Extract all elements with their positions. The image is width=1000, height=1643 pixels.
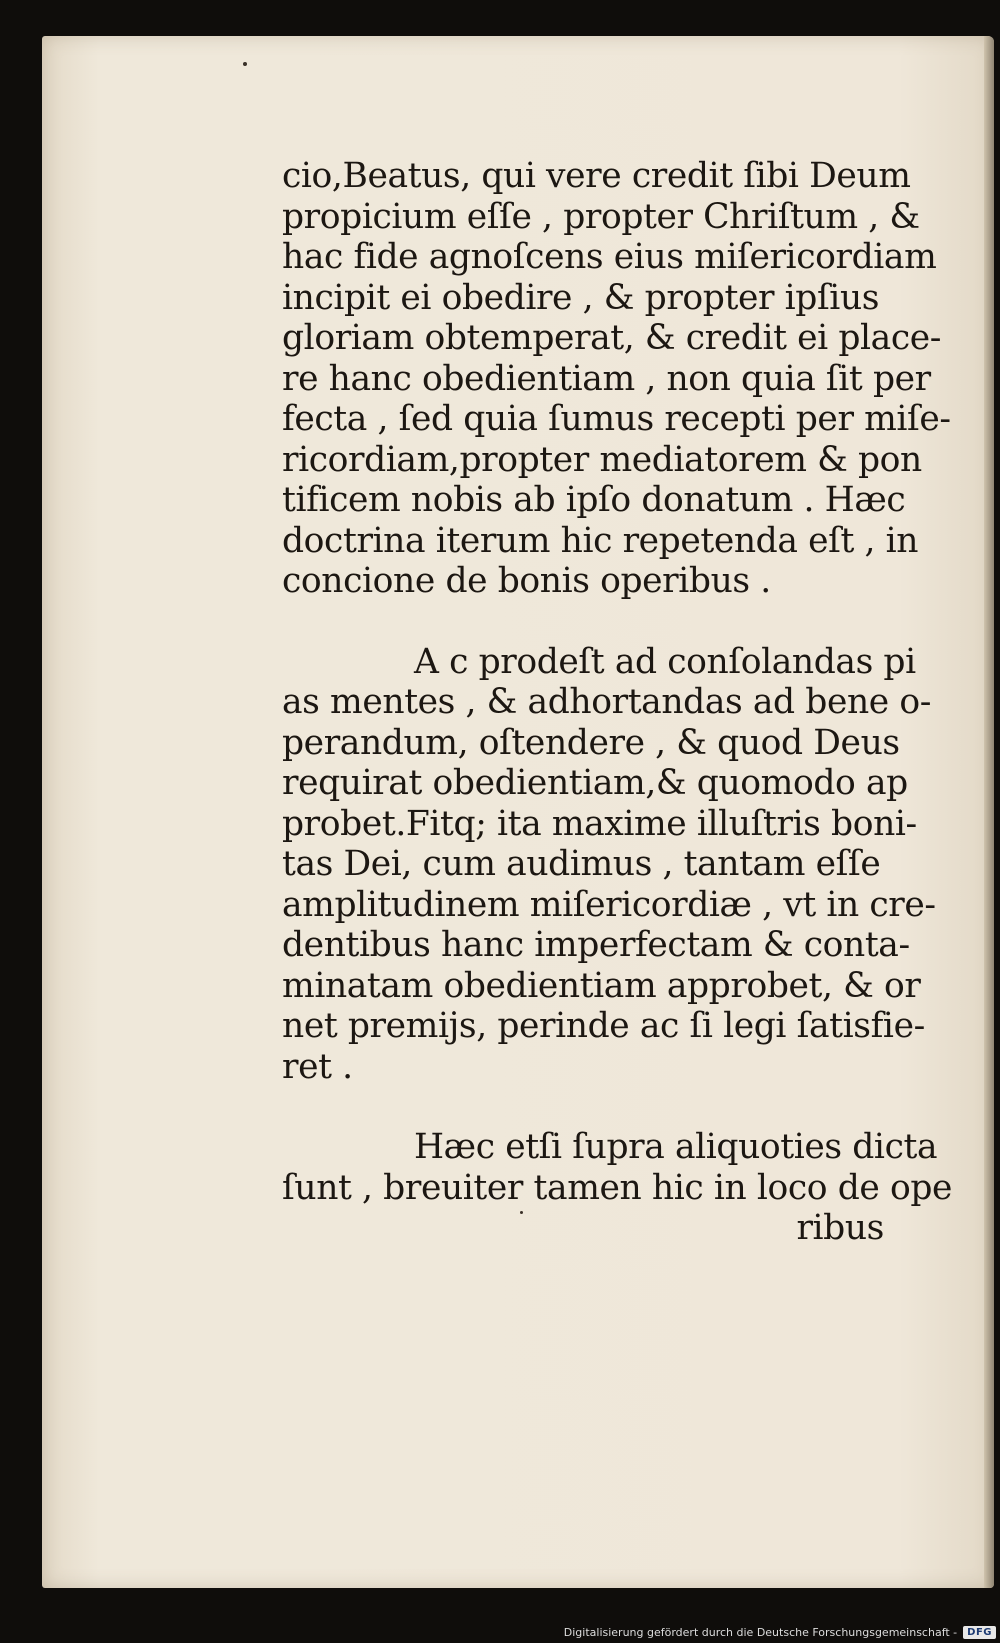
paragraph-1 xyxy=(282,156,951,602)
text-line: gloriam obtemperat, & credit ei place- xyxy=(282,318,942,358)
footer-credit: Digitalisierung gefördert durch die Deutsche Forschungsgemeinschaft - xyxy=(563,1625,958,1639)
text-line: dentibus hanc imperfectam & conta- xyxy=(282,925,910,965)
book-page xyxy=(42,36,994,1588)
digitization-footer xyxy=(564,1623,996,1641)
text-line: re hanc obedientiam , non quia ſit per xyxy=(282,358,931,399)
page-speck xyxy=(243,62,247,66)
text-line: requirat obedientiam,& quomodo ap xyxy=(282,763,908,803)
text-line: hac fide agnoſcens eius miſericordiam xyxy=(282,237,937,277)
text-line: cio,Beatus, qui vere credit ſibi Deum xyxy=(282,156,911,196)
text-line: tas Dei, cum audimus , tantam eſſe xyxy=(282,844,881,884)
dfg-logo: DFG xyxy=(963,1626,996,1639)
text-line: tificem nobis ab ipſo donatum . Hæc xyxy=(282,480,906,520)
text-line: net premijs, perinde ac ſi legi ſatisfie- xyxy=(282,1006,925,1046)
paragraph-3 xyxy=(282,1127,953,1249)
text-line: perandum, oſtendere , & quod Deus xyxy=(282,722,900,763)
catchword: ribus xyxy=(796,1208,884,1248)
text-line: concione de bonis operibus . xyxy=(282,561,771,601)
text-line: propicium eſſe , propter Chriſtum , & xyxy=(282,196,920,237)
text-line: incipit ei obedire , & propter ipſius xyxy=(282,277,880,318)
text-line-indented: Hæc etſi ſupra aliquoties dicta xyxy=(414,1127,938,1167)
text-line: probet.Fitq; ita maxime illuſtris boni- xyxy=(282,803,917,844)
text-line-indented: A c prodeſt ad conſolandas pi xyxy=(414,641,916,682)
text-line: minatam obedientiam approbet, & or xyxy=(282,965,921,1006)
text-line: fecta , ſed quia ſumus recepti per miſe- xyxy=(282,399,951,439)
paragraph-2 xyxy=(282,641,936,1088)
text-line: ricordiam,propter mediatorem & pon xyxy=(282,439,922,480)
text-line: ſunt , breuiter tamen hic in loco de ope xyxy=(282,1167,953,1208)
text-line: doctrina iterum hic repetenda eſt , in xyxy=(282,520,919,561)
text-line: ret . xyxy=(282,1046,353,1087)
text-line: as mentes , & adhortandas ad bene o- xyxy=(282,682,932,722)
text-block xyxy=(282,156,953,1249)
text-line: amplitudinem miſericordiæ , vt in cre- xyxy=(282,884,936,925)
page-spine-edge xyxy=(984,36,994,1588)
